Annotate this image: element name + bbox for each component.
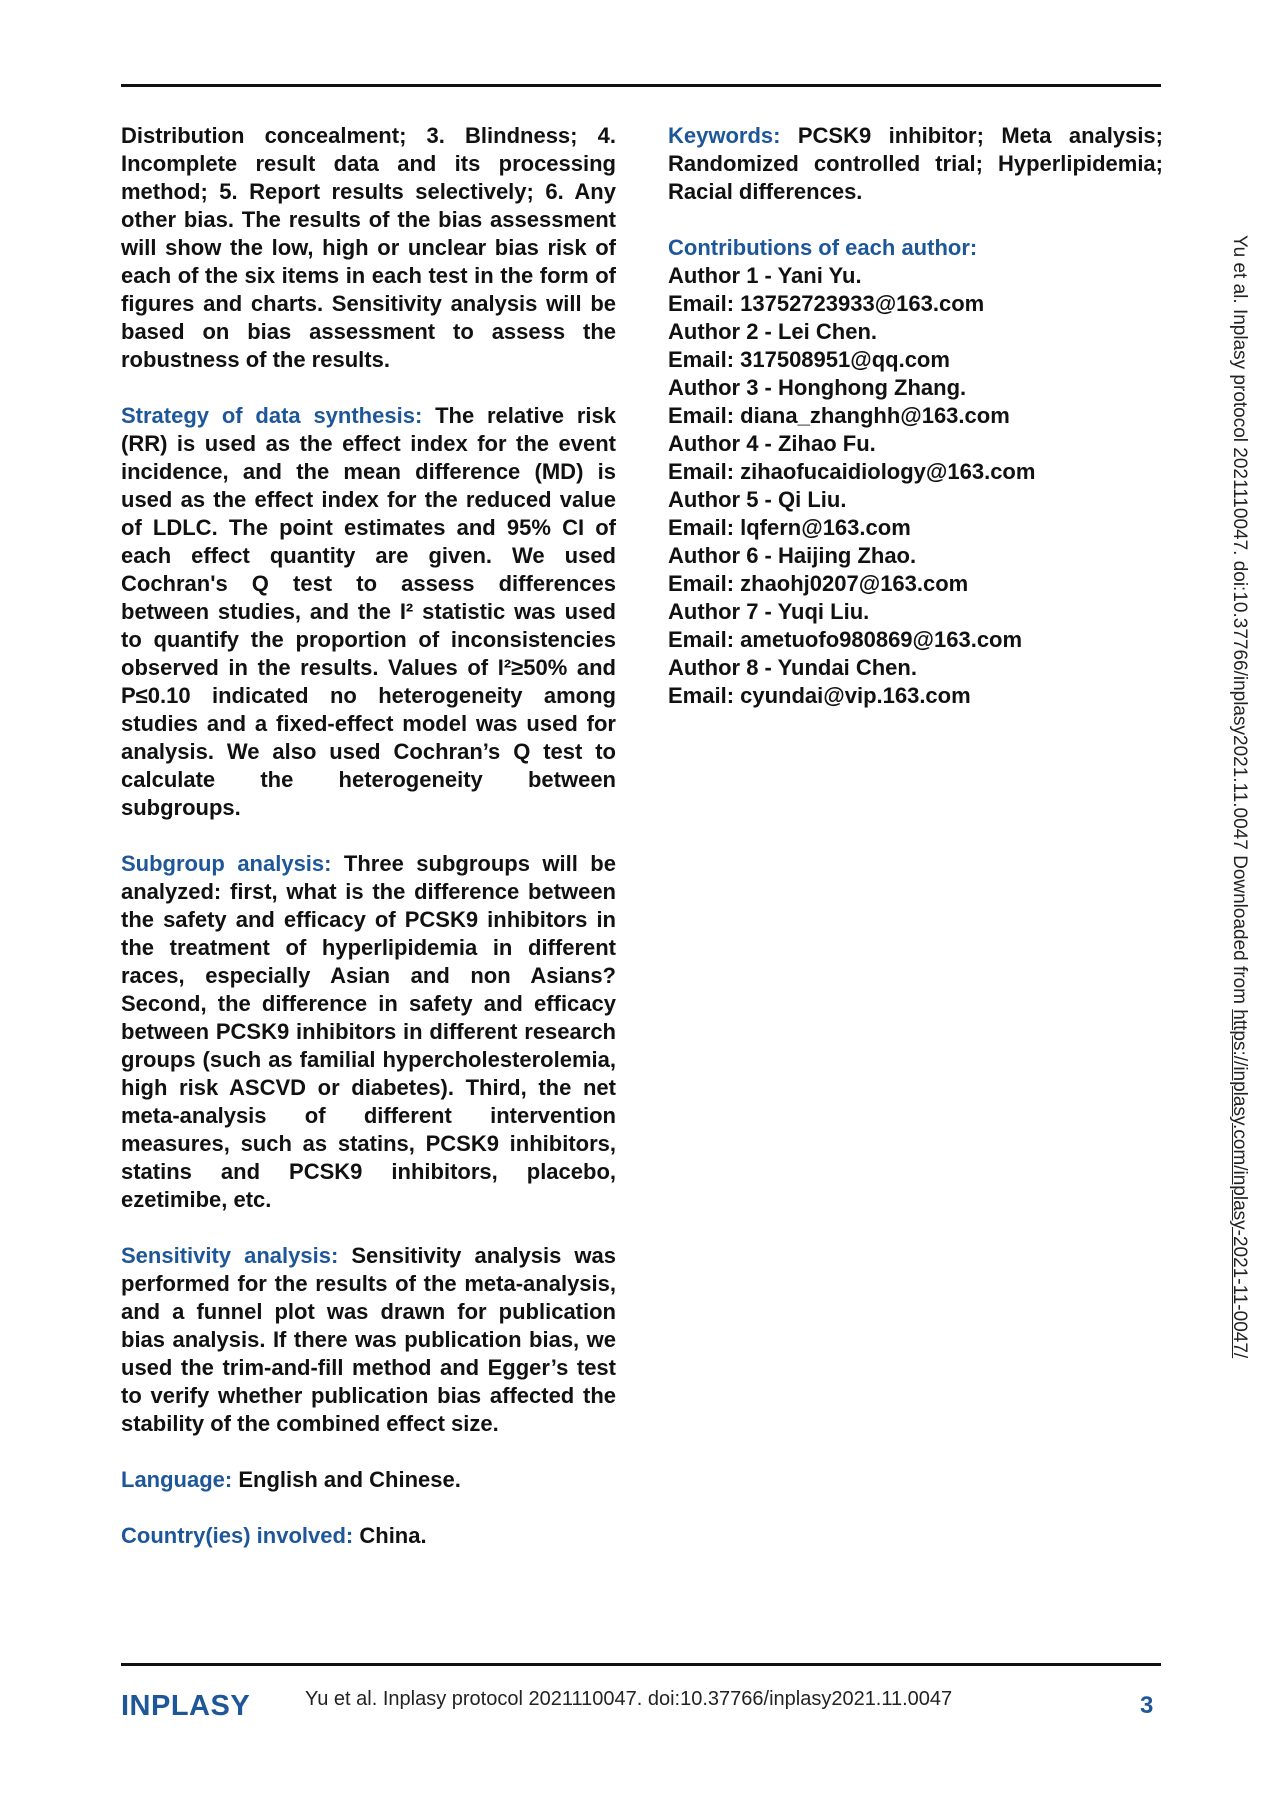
author-name: Author 6 - Haijing Zhao. — [668, 543, 917, 568]
country-text: China. — [353, 1523, 427, 1548]
subgroup-paragraph — [121, 850, 616, 1214]
language-paragraph — [121, 1466, 616, 1494]
sensitivity-paragraph — [121, 1242, 616, 1438]
author-name: Author 4 - Zihao Fu. — [668, 431, 876, 456]
side-note-text: Yu et al. Inplasy protocol 2021110047. doi:10.37766/inplasy2021.11.0047 Downloaded from — [1229, 235, 1250, 1010]
strategy-heading: Strategy of data synthesis: — [121, 403, 423, 428]
keywords-heading: Keywords: — [668, 123, 781, 148]
header-rule — [121, 84, 1161, 87]
sensitivity-heading: Sensitivity analysis: — [121, 1243, 339, 1268]
author-email: Email: 13752723933@163.com — [668, 291, 985, 316]
left-column — [121, 122, 616, 1550]
subgroup-heading: Subgroup analysis: — [121, 851, 332, 876]
footer-brand-logo: INPLASY — [121, 1690, 251, 1722]
keywords-text: PCSK9 inhibitor; Meta analysis; Randomized controlled trial; Hyperlipidemia; Racial differences. — [668, 123, 1163, 204]
author-email: Email: diana_zhanghh@163.com — [668, 403, 1010, 428]
author-email: Email: 317508951@qq.com — [668, 347, 950, 372]
right-column — [668, 122, 1163, 710]
language-text: English and Chinese. — [232, 1467, 461, 1492]
author-email: Email: lqfern@163.com — [668, 515, 911, 540]
contributions-heading: Contributions of each author: — [668, 235, 978, 260]
strategy-paragraph — [121, 402, 616, 822]
author-email: Email: ametuofo980869@163.com — [668, 627, 1023, 652]
author-name: Author 3 - Honghong Zhang. — [668, 375, 967, 400]
download-side-note — [1228, 235, 1250, 1358]
author-name: Author 1 - Yani Yu. — [668, 263, 862, 288]
sensitivity-text: Sensitivity analysis was performed for the results of the meta-analysis, and a funnel plot was drawn for publication bias analysis. If there was publication bias, we used the trim-and-fill method and Egger’s test to verify whether publication bias affected the stability of the combined effect size. — [121, 1243, 616, 1436]
country-heading: Country(ies) involved: — [121, 1523, 354, 1548]
footer-rule — [121, 1663, 1161, 1666]
author-name: Author 5 - Qi Liu. — [668, 487, 847, 512]
author-name: Author 8 - Yundai Chen. — [668, 655, 917, 680]
keywords-paragraph — [668, 122, 1163, 206]
contributions-section — [668, 234, 1163, 710]
language-heading: Language: — [121, 1467, 233, 1492]
author-email: Email: zhaohj0207@163.com — [668, 571, 969, 596]
bias-assessment-paragraph: Distribution concealment; 3. Blindness; 4. Incomplete result data and its processing method; 5. Report results selectively; 6. Any other bias. The results of the bias assessment will show the low, high or unclear bias risk of each of the six items in each test in the form of figures and charts. Sensitivity analysis will be based on bias assessment to assess the robustness of the results. — [121, 123, 616, 372]
page-number: 3 — [1140, 1692, 1154, 1719]
author-name: Author 2 - Lei Chen. — [668, 319, 877, 344]
author-email: Email: zihaofucaidiology@163.com — [668, 459, 1036, 484]
download-link[interactable]: https://inplasy.com/inplasy-2021-11-0047/ — [1229, 1009, 1250, 1359]
author-email: Email: cyundai@vip.163.com — [668, 683, 971, 708]
subgroup-text: Three subgroups will be analyzed: first, what is the difference between the safety and efficacy of PCSK9 inhibitors in the treatment of hyperlipidemia in different races, especially Asian and non Asians? Second, the difference in safety and efficacy between PCSK9 inhibitors in different research groups (such as familial hypercholesterolemia, high risk ASCVD or diabetes). Third, the net meta-analysis of different intervention measures, such as statins, PCSK9 inhibitors, statins and PCSK9 inhibitors, placebo, ezetimibe, etc. — [121, 851, 616, 1212]
author-name: Author 7 - Yuqi Liu. — [668, 599, 870, 624]
country-paragraph — [121, 1522, 616, 1550]
footer-citation: Yu et al. Inplasy protocol 2021110047. doi:10.37766/inplasy2021.11.0047 — [305, 1688, 953, 1710]
strategy-text: The relative risk (RR) is used as the effect index for the event incidence, and the mean difference (MD) is used as the effect index for the reduced value of LDLC. The point estimates and 95% CI of each effect quantity are given. We used Cochran's Q test to assess differences between studies, and the I² statistic was used to quantify the proportion of inconsistencies observed in the results. Values of I²≥50% and P≤0.10 indicated no heterogeneity among studies and a fixed-effect model was used for analysis. We also used Cochran’s Q test to calculate the heterogeneity between subgroups. — [121, 403, 616, 820]
